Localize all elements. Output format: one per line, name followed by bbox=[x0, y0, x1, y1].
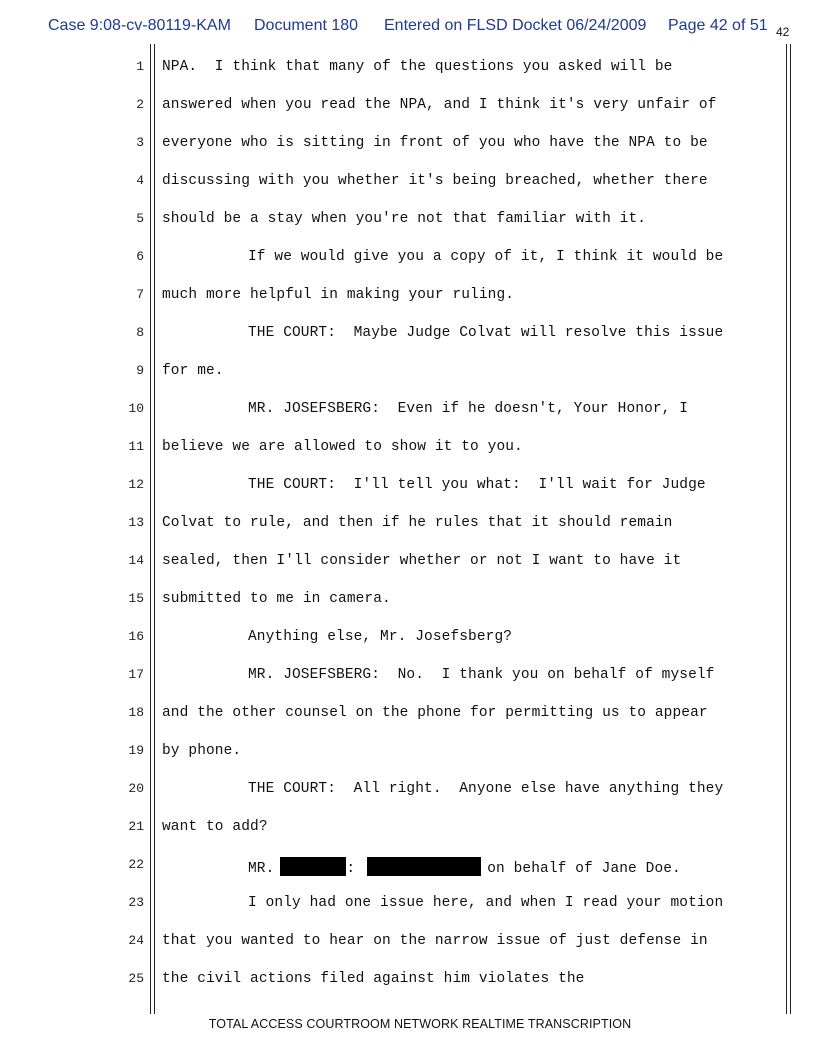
line-number: 9 bbox=[136, 363, 144, 378]
line-text-tail: on behalf of Jane Doe. bbox=[487, 861, 681, 877]
line-text: discussing with you whether it's being breached, whether there bbox=[162, 173, 708, 189]
line-number: 22 bbox=[128, 857, 144, 872]
line-text: want to add? bbox=[162, 819, 268, 835]
line-text: MR. JOSEFSBERG: No. I thank you on behalf of myself bbox=[248, 667, 715, 683]
line-number: 10 bbox=[128, 401, 144, 416]
transcript-line bbox=[0, 620, 816, 656]
transcript-line bbox=[0, 316, 816, 352]
line-text: that you wanted to hear on the narrow issue of just defense in bbox=[162, 933, 708, 949]
transcript-line bbox=[0, 430, 816, 466]
line-text: If we would give you a copy of it, I think it would be bbox=[248, 249, 724, 265]
line-text: THE COURT: I'll tell you what: I'll wait for Judge bbox=[248, 477, 706, 493]
transcript-line bbox=[0, 126, 816, 162]
line-number: 3 bbox=[136, 135, 144, 150]
line-text: believe we are allowed to show it to you. bbox=[162, 439, 523, 455]
line-text: THE COURT: All right. Anyone else have anything they bbox=[248, 781, 724, 797]
redaction-bar bbox=[280, 857, 346, 876]
transcript-line bbox=[0, 278, 816, 314]
transcript-line bbox=[0, 886, 816, 922]
line-number: 8 bbox=[136, 325, 144, 340]
transcript-line bbox=[0, 924, 816, 960]
line-number: 23 bbox=[128, 895, 144, 910]
transcript-line bbox=[0, 848, 816, 884]
line-number: 15 bbox=[128, 591, 144, 606]
redaction-bar bbox=[367, 857, 481, 876]
line-text: everyone who is sitting in front of you who have the NPA to be bbox=[162, 135, 708, 151]
line-number: 12 bbox=[128, 477, 144, 492]
line-text: THE COURT: Maybe Judge Colvat will resolve this issue bbox=[248, 325, 724, 341]
transcript-footer: TOTAL ACCESS COURTROOM NETWORK REALTIME TRANSCRIPTION bbox=[208, 1017, 632, 1031]
line-text: Colvat to rule, and then if he rules that it should remain bbox=[162, 515, 673, 531]
line-number: 5 bbox=[136, 211, 144, 226]
line-number: 11 bbox=[128, 439, 144, 454]
line-text: by phone. bbox=[162, 743, 242, 759]
line-text: NPA. I think that many of the questions you asked will be bbox=[162, 59, 673, 75]
transcript-line bbox=[0, 544, 816, 580]
line-number: 20 bbox=[128, 781, 144, 796]
page-count: Page 42 of 51 bbox=[668, 17, 768, 34]
transcript-line bbox=[0, 50, 816, 86]
line-number: 2 bbox=[136, 97, 144, 112]
line-text: the civil actions filed against him violates the bbox=[162, 971, 585, 987]
line-text: I only had one issue here, and when I read your motion bbox=[248, 895, 724, 911]
line-text: should be a stay when you're not that familiar with it. bbox=[162, 211, 647, 227]
document-number: Document 180 bbox=[254, 17, 359, 34]
transcript-line bbox=[0, 354, 816, 390]
transcript-line bbox=[0, 772, 816, 808]
entered-date: Entered on FLSD Docket 06/24/2009 bbox=[384, 17, 647, 34]
transcript-line bbox=[0, 810, 816, 846]
line-text: submitted to me in camera. bbox=[162, 591, 391, 607]
transcript-line bbox=[0, 202, 816, 238]
transcript-line bbox=[0, 240, 816, 276]
line-number: 25 bbox=[128, 971, 144, 986]
transcript-line bbox=[0, 582, 816, 618]
transcript-line bbox=[0, 392, 816, 428]
transcript-line bbox=[0, 88, 816, 124]
line-number: 6 bbox=[136, 249, 144, 264]
line-number: 18 bbox=[128, 705, 144, 720]
line-number: 17 bbox=[128, 667, 144, 682]
page-number: 42 bbox=[776, 25, 790, 39]
transcript-line bbox=[0, 658, 816, 694]
line-text: and the other counsel on the phone for permitting us to appear bbox=[162, 705, 708, 721]
line-number: 1 bbox=[136, 59, 144, 74]
line-text: answered when you read the NPA, and I think it's very unfair of bbox=[162, 97, 717, 113]
transcript-line bbox=[0, 468, 816, 504]
line-number: 4 bbox=[136, 173, 144, 188]
line-number: 16 bbox=[128, 629, 144, 644]
line-number: 7 bbox=[136, 287, 144, 302]
line-text: for me. bbox=[162, 363, 224, 379]
transcript-line bbox=[0, 164, 816, 200]
line-text: sealed, then I'll consider whether or not I want to have it bbox=[162, 553, 682, 569]
line-number: 19 bbox=[128, 743, 144, 758]
line-text: much more helpful in making your ruling. bbox=[162, 287, 515, 303]
line-number: 24 bbox=[128, 933, 144, 948]
line-number: 14 bbox=[128, 553, 144, 568]
speaker-prefix: MR. bbox=[248, 861, 275, 877]
line-text-redacted bbox=[162, 857, 681, 877]
line-number: 13 bbox=[128, 515, 144, 530]
transcript-line bbox=[0, 696, 816, 732]
case-number: Case 9:08-cv-80119-KAM bbox=[48, 17, 231, 34]
transcript-line bbox=[0, 734, 816, 770]
line-number: 21 bbox=[128, 819, 144, 834]
speaker-colon: : bbox=[346, 861, 356, 877]
line-text: Anything else, Mr. Josefsberg? bbox=[248, 629, 513, 645]
line-text: MR. JOSEFSBERG: Even if he doesn't, Your Honor, I bbox=[248, 401, 689, 417]
transcript-line bbox=[0, 506, 816, 542]
transcript-line bbox=[0, 962, 816, 998]
